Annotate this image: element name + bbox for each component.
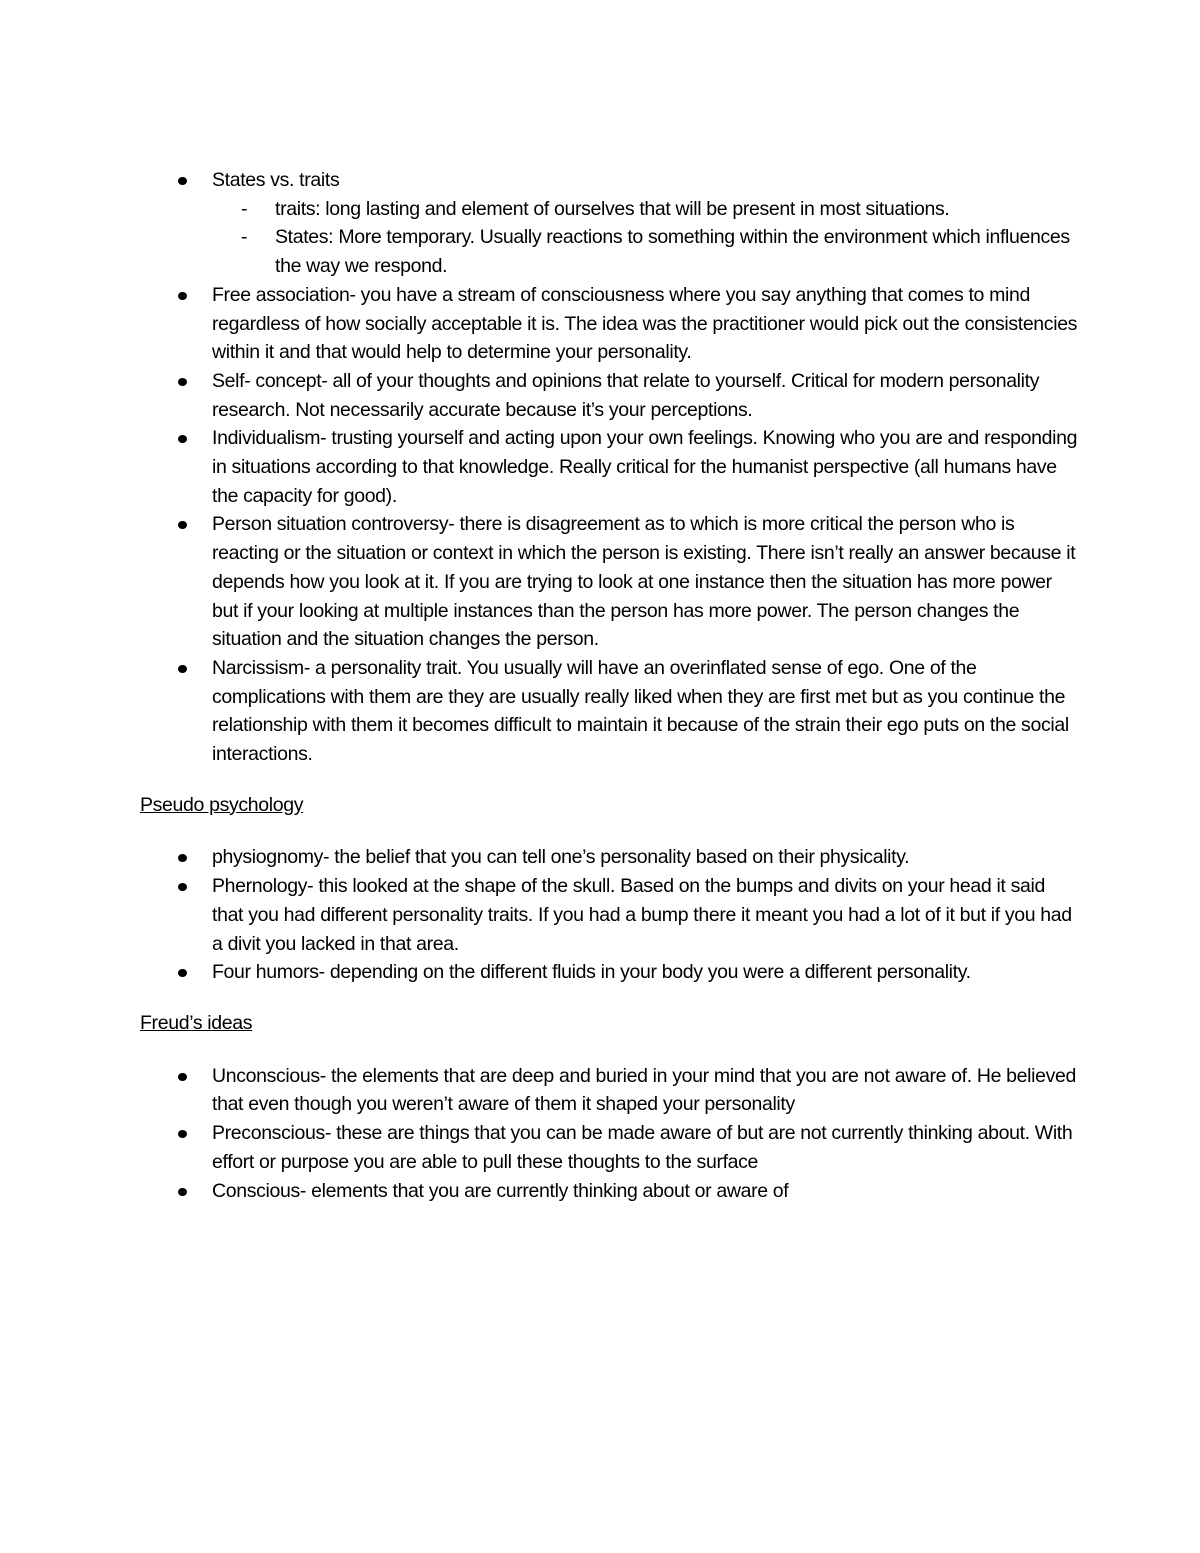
bullet-icon (178, 1188, 187, 1196)
bullet-text: Individualism- trusting yourself and acting upon your own feelings. Knowing who you are and responding in situations according to that knowledge. Really critical for the humanist perspective (all humans have the capacity for good). (212, 427, 1078, 507)
list-item (140, 281, 1080, 367)
bullet-text: Self- concept- all of your thoughts and opinions that relate to yourself. Critical for modern personality research. Not necessarily accurate because it’s your perceptions. (212, 369, 1040, 421)
list-item (140, 510, 1080, 654)
bullet-text: Phernology- this looked at the shape of the skull. Based on the bumps and divits on your head it said that you had different personality traits. If you had a bump there it meant you had a lot of it but if you had a divit you lacked in that area. (212, 875, 1072, 955)
bullet-icon (178, 292, 187, 300)
spacer (140, 819, 1080, 843)
bullet-text: Conscious- elements that you are currently thinking about or aware of (212, 1179, 789, 1202)
list-item (140, 166, 1080, 281)
dash-icon: - (241, 197, 248, 220)
pseudo-bullet-list (140, 843, 1080, 987)
list-item (140, 958, 1080, 987)
section-heading-pseudo-psychology: Pseudo psychology (140, 793, 304, 816)
document-content (140, 166, 1080, 1205)
bullet-icon (178, 854, 187, 862)
list-item (140, 1119, 1080, 1176)
list-item (140, 1062, 1080, 1119)
bullet-text: Person situation controversy- there is disagreement as to which is more critical the person who is reacting or the situation or context in which the person is existing. There isn’t really an answer because it depends how you look at it. If you are trying to look at one instance then the situation has more power but if your looking at multiple instances than the person has more power. The person changes the situation and the situation changes the person. (212, 513, 1076, 651)
dash-icon: - (241, 226, 248, 249)
sub-list-item (212, 195, 1080, 224)
bullet-text: Preconscious- these are things that you can be made aware of but are not currently thinking about. With effort or purpose you are able to pull these thoughts to the surface (212, 1122, 1073, 1173)
section-heading-freuds-ideas: Freud’s ideas (140, 1011, 253, 1034)
bullet-text: Free association- you have a stream of consciousness where you say anything that comes to mind regardless of how socially acceptable it is. The idea was the practitioner would pick out the consistencies within it and that would help to determine your personality. (212, 283, 1078, 364)
list-item (140, 1177, 1080, 1206)
list-item (140, 872, 1080, 958)
bullet-icon (178, 435, 187, 443)
list-item (140, 843, 1080, 872)
sub-item-text: traits: long lasting and element of ourselves that will be present in most situations. (275, 197, 950, 220)
bullet-icon (178, 1130, 187, 1138)
bullet-icon (178, 883, 187, 891)
sub-list (212, 195, 1080, 281)
bullet-icon (178, 177, 187, 185)
freud-bullet-list (140, 1062, 1080, 1206)
bullet-icon (178, 969, 187, 977)
list-item (140, 654, 1080, 769)
bullet-text: States vs. traits (212, 169, 340, 191)
list-item (140, 424, 1080, 510)
bullet-text: Narcissism- a personality trait. You usually will have an overinflated sense of ego. One of the complications with them are they are usually really liked when they are first met but as you continue the relationship with them it becomes difficult to maintain it because of the strain their ego puts on the social interactions. (212, 656, 1069, 766)
bullet-text: physiognomy- the belief that you can tell one’s personality based on their physicality. (212, 846, 910, 869)
bullet-icon (178, 665, 187, 673)
bullet-text: Unconscious- the elements that are deep and buried in your mind that you are not aware of. He believed that even though you weren’t aware of them it shaped your personality (212, 1064, 1077, 1116)
bullet-icon (178, 521, 187, 529)
spacer (140, 1038, 1080, 1062)
intro-bullet-list (140, 166, 1080, 769)
bullet-text: Four humors- depending on the different fluids in your body you were a different personality. (212, 961, 971, 984)
bullet-icon (178, 378, 187, 386)
bullet-icon (178, 1073, 187, 1081)
sub-item-text: States: More temporary. Usually reactions to something within the environment which influences the way we respond. (275, 226, 1070, 278)
sub-list-item (212, 223, 1080, 280)
list-item (140, 367, 1080, 424)
